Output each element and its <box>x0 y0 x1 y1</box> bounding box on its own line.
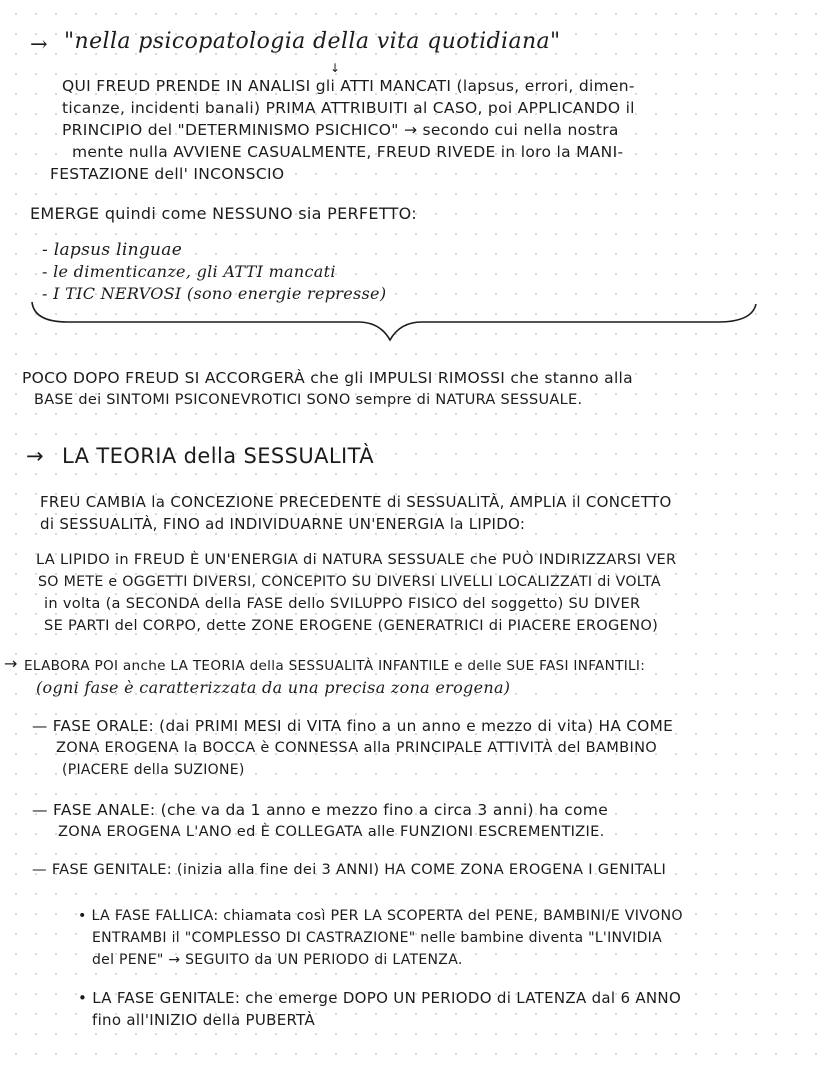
arrow-icon: → <box>26 444 44 468</box>
paragraph-line: in volta (a SECONDA della FASE dello SVILUPPO FISICO del soggetto) SU DIVER <box>44 595 641 612</box>
arrow-icon: → <box>4 654 18 673</box>
paragraph-line: ticanze, incidenti banali) PRIMA ATTRIBUITI al CASO, poi APPLICANDO il <box>62 99 635 117</box>
down-arrow-icon: ↓ <box>330 61 341 75</box>
sub-phase-line: • LA FASE FALLICA: chiamata così PER LA SCOPERTA del PENE, BAMBINI/E VIVONO <box>78 908 683 924</box>
phase-line: (PIACERE della SUZIONE) <box>62 762 245 778</box>
list-item: - I TIC NERVOSI (sono energie represse) <box>42 284 387 303</box>
sub-phase-line: fino all'INIZIO della PUBERTÀ <box>92 1011 316 1029</box>
arrow-icon: → <box>30 32 48 56</box>
paragraph-line: mente nulla AVVIENE CASUALMENTE, FREUD RIVEDE in loro la MANI- <box>72 143 624 161</box>
paragraph-line: POCO DOPO FREUD SI ACCORGERÀ che gli IMPULSI RIMOSSI che stanno alla <box>22 369 633 387</box>
paragraph-line: FREU CAMBIA la CONCEZIONE PRECEDENTE di SESSUALITÀ, AMPLIA il CONCETTO <box>40 493 672 511</box>
section-title: LA TEORIA della SESSUALITÀ <box>62 444 374 468</box>
paragraph-line: SO METE e OGGETTI DIVERSI, CONCEPITO SU DIVERSI LIVELLI LOCALIZZATI di VOLTA <box>38 574 661 590</box>
phase-line: ZONA EROGENA la BOCCA è CONNESSA alla PRINCIPALE ATTIVITÀ del BAMBINO <box>56 739 658 756</box>
paragraph-line: BASE dei SINTOMI PSICONEVROTICI SONO sempre di NATURA SESSUALE. <box>34 392 583 408</box>
paragraph-line: SE PARTI del CORPO, dette ZONE EROGENE (GENERATRICI di PIACERE EROGENO) <box>44 617 659 634</box>
paragraph-line: di SESSUALITÀ, FINO ad INDIVIDUARNE UN'ENERGIA la LIPIDO: <box>40 515 526 533</box>
paragraph-line: PRINCIPIO del "DETERMINISMO PSICHICO" → secondo cui nella nostra <box>62 121 619 139</box>
list-item: - le dimenticanze, gli ATTI mancati <box>42 262 336 281</box>
paragraph-line: ELABORA POI anche LA TEORIA della SESSUALITÀ INFANTILE e delle SUE FASI INFANTILI: <box>24 658 646 674</box>
paragraph-line: QUI FREUD PRENDE IN ANALISI gli ATTI MANCATI (lapsus, errori, dimen- <box>62 77 635 95</box>
paragraph-line: FESTAZIONE dell' INCONSCIO <box>50 165 285 183</box>
list-item: - lapsus linguae <box>42 240 183 260</box>
phase-line: — FASE ORALE: (dai PRIMI MESI di VITA fino a un anno e mezzo di vita) HA COME <box>32 717 674 735</box>
phase-line: — FASE ANALE: (che va da 1 anno e mezzo fino a circa 3 anni) ha come <box>32 801 609 819</box>
curly-brace-icon <box>28 300 768 348</box>
phase-line: — FASE GENITALE: (inizia alla fine dei 3 ANNI) HA COME ZONA EROGENA I GENITALI <box>32 861 667 878</box>
section-title: "nella psicopatologia della vita quotidiana" <box>64 29 561 54</box>
paragraph-line: (ogni fase è caratterizzata da una precisa zona erogena) <box>36 678 511 697</box>
sub-phase-line: ENTRAMBI il "COMPLESSO DI CASTRAZIONE" nelle bambine diventa "L'INVIDIA <box>92 930 662 946</box>
sub-phase-line: • LA FASE GENITALE: che emerge DOPO UN PERIODO di LATENZA dal 6 ANNO <box>78 989 682 1007</box>
phase-line: ZONA EROGENA L'ANO ed È COLLEGATA alle FUNZIONI ESCREMENTIZIE. <box>58 823 605 840</box>
emerge-intro: EMERGE quindi come NESSUNO sia PERFETTO: <box>30 204 417 223</box>
sub-phase-line: del PENE" → SEGUITO da UN PERIODO di LATENZA. <box>92 952 463 968</box>
paragraph-line: LA LIPIDO in FREUD È UN'ENERGIA di NATURA SESSUALE che PUÒ INDIRIZZARSI VER <box>36 551 677 568</box>
